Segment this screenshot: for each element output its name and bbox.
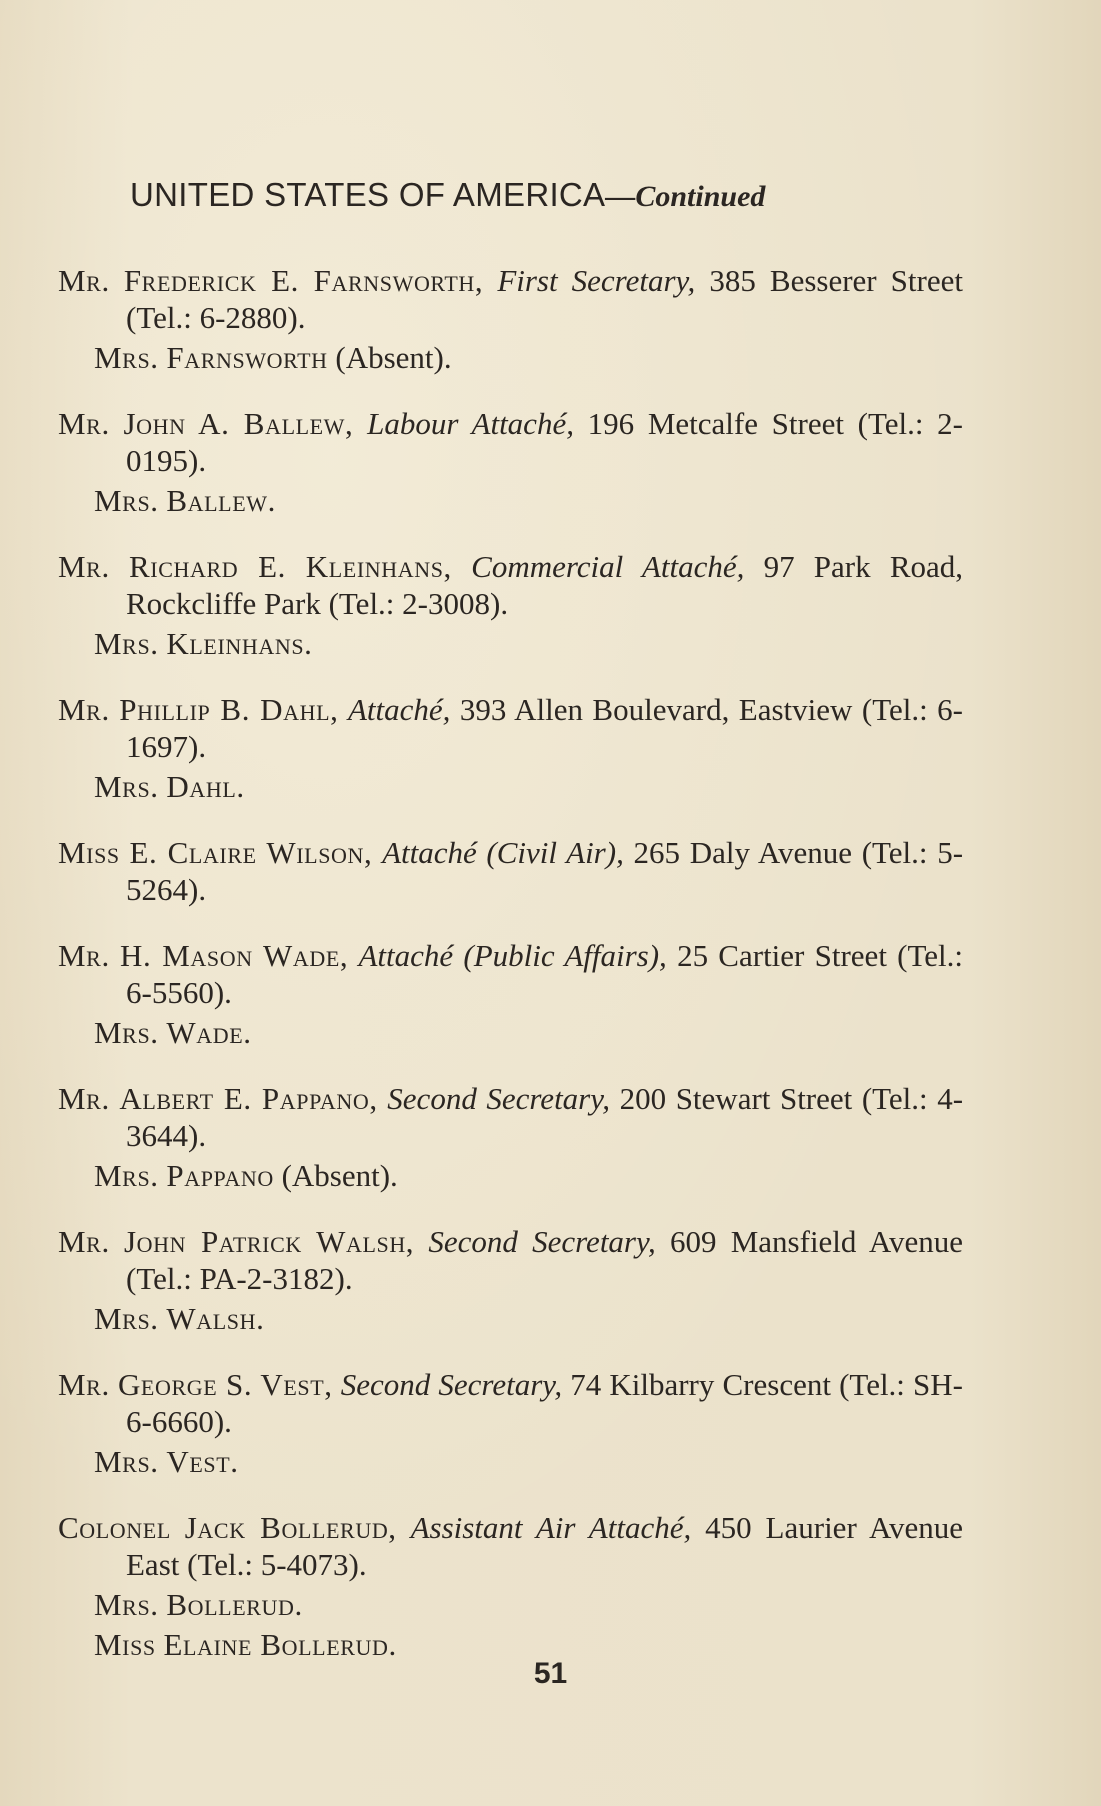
entry-lead [58,1509,963,1583]
entry-address: 97 Park Road, Rockcliffe Park (Tel.: 2-3008). [126,549,964,621]
entry-title: Mr. [58,263,110,298]
spouse-title: Mrs. [94,483,159,518]
entry-address: 265 Daly Avenue (Tel.: 5-5264). [126,835,964,907]
entry-title: Mr. [58,406,110,441]
list-entry [58,834,963,908]
entry-title: Mr. [58,1081,110,1116]
page-header [130,176,980,214]
spouse-title: Mrs. [94,1587,159,1622]
entry-lead [58,937,963,1011]
entry-title: Colonel [58,1510,171,1545]
spouse-title: Mrs. [94,340,159,375]
entry-name: Jack Bollerud, [184,1510,397,1545]
list-entry [58,1080,963,1194]
entry-title: Mr. [58,938,110,973]
spouse-suffix: . [294,1587,303,1622]
spouse-line [58,1014,963,1051]
spouse-name: Walsh [166,1301,257,1336]
spouse-suffix: (Absent). [327,340,452,375]
list-entry [58,262,963,376]
spouse-name: Dahl [166,769,237,804]
entry-address: 393 Allen Boulevard, Eastview (Tel.: 6-1697). [126,692,963,764]
list-entry [58,1509,963,1663]
entry-lead [58,834,963,908]
entry-position: First Secretary, [497,263,696,298]
spouse-suffix: . [230,1444,239,1479]
list-entry [58,691,963,805]
spouse-title: Mrs. [94,1015,159,1050]
spouse-line [58,1586,963,1623]
entry-address: 196 Metcalfe Street (Tel.: 2-0195). [126,406,963,478]
entry-position: Attaché (Public Affairs), [358,938,667,973]
entry-lead [58,1080,963,1154]
entry-lead [58,1223,963,1297]
entry-lead [58,1366,963,1440]
entry-name: John Patrick Walsh, [124,1224,415,1259]
entry-name: Frederick E. Farnsworth, [123,263,484,298]
entry-position: Attaché (Civil Air), [382,835,624,870]
entry-address: 74 Kilbarry Crescent (Tel.: SH-6-6660). [126,1367,964,1439]
entry-name: Richard E. Kleinhans, [129,549,452,584]
spouse-name: Vest [166,1444,231,1479]
spouse-suffix: . [304,626,312,661]
entry-lead [58,548,963,622]
entry-position: Commercial Attaché, [471,549,745,584]
spouse-title: Mrs. [94,626,159,661]
spouse-suffix: (Absent). [273,1158,398,1193]
entry-lead [58,405,963,479]
spouse-title: Miss [94,1627,156,1662]
spouse-line [58,482,963,519]
list-entry [58,405,963,519]
list-entry [58,1223,963,1337]
spouse-suffix: . [267,483,276,518]
list-entry [58,937,963,1051]
entry-position: Second Secretary, [387,1081,611,1116]
entry-title: Mr. [58,549,110,584]
entry-title: Mr. [58,1367,110,1402]
spouse-suffix: . [243,1015,251,1050]
spouse-name: Kleinhans [166,626,305,661]
entry-address: 609 Mansfield Avenue (Tel.: PA-2-3182). [126,1224,964,1296]
spouse-name: Ballew [166,483,268,518]
spouse-title: Mrs. [94,769,159,804]
spouse-suffix: . [236,769,245,804]
page-number: 51 [533,1657,568,1690]
entry-address: 385 Besserer Street (Tel.: 6-2880). [126,263,963,335]
entry-name: E. Claire Wilson, [129,835,373,870]
diplomat-list [58,262,963,1692]
spouse-name: Pappano [166,1158,274,1193]
spouse-title: Mrs. [94,1444,159,1479]
entry-title: Mr. [58,1224,110,1259]
spouse-line [58,768,963,805]
list-entry [58,548,963,662]
spouse-title: Mrs. [94,1301,159,1336]
entry-position: Second Secretary, [428,1224,656,1259]
entry-name: Phillip B. Dahl, [119,692,339,727]
spouse-line [58,625,963,662]
spouse-name: Elaine Bollerud [163,1627,389,1662]
entry-lead [58,691,963,765]
entry-title: Miss [58,835,120,870]
spouse-title: Mrs. [94,1158,159,1193]
entry-name: John A. Ballew, [123,406,354,441]
entry-name: H. Mason Wade, [120,938,349,973]
entry-address: 200 Stewart Street (Tel.: 4-3644). [126,1081,964,1153]
spouse-line [58,1157,963,1194]
entry-lead [58,262,963,336]
entry-address: 450 Laurier Avenue East (Tel.: 5-4073). [126,1510,964,1582]
spouse-suffix: . [256,1301,264,1336]
spouse-name: Bollerud [166,1587,295,1622]
entry-position: Assistant Air Attaché, [410,1510,692,1545]
spouse-name: Farnsworth [166,340,328,375]
entry-position: Attaché, [347,692,451,727]
entry-position: Second Secretary, [340,1367,563,1402]
spouse-name: Wade [166,1015,244,1050]
header-continued: —Continued [605,180,766,213]
list-entry [58,1366,963,1480]
entry-title: Mr. [58,692,110,727]
entry-name: George S. Vest, [117,1367,333,1402]
entry-name: Albert E. Pappano, [119,1081,378,1116]
entry-position: Labour Attaché, [367,406,574,441]
entry-address: 25 Cartier Street (Tel.: 6-5560). [126,938,964,1010]
spouse-line [58,1443,963,1480]
spouse-line [58,1300,963,1337]
spouse-line [58,339,963,376]
spouse-suffix: . [388,1627,397,1662]
header-title: UNITED STATES OF AMERICA [130,176,606,213]
